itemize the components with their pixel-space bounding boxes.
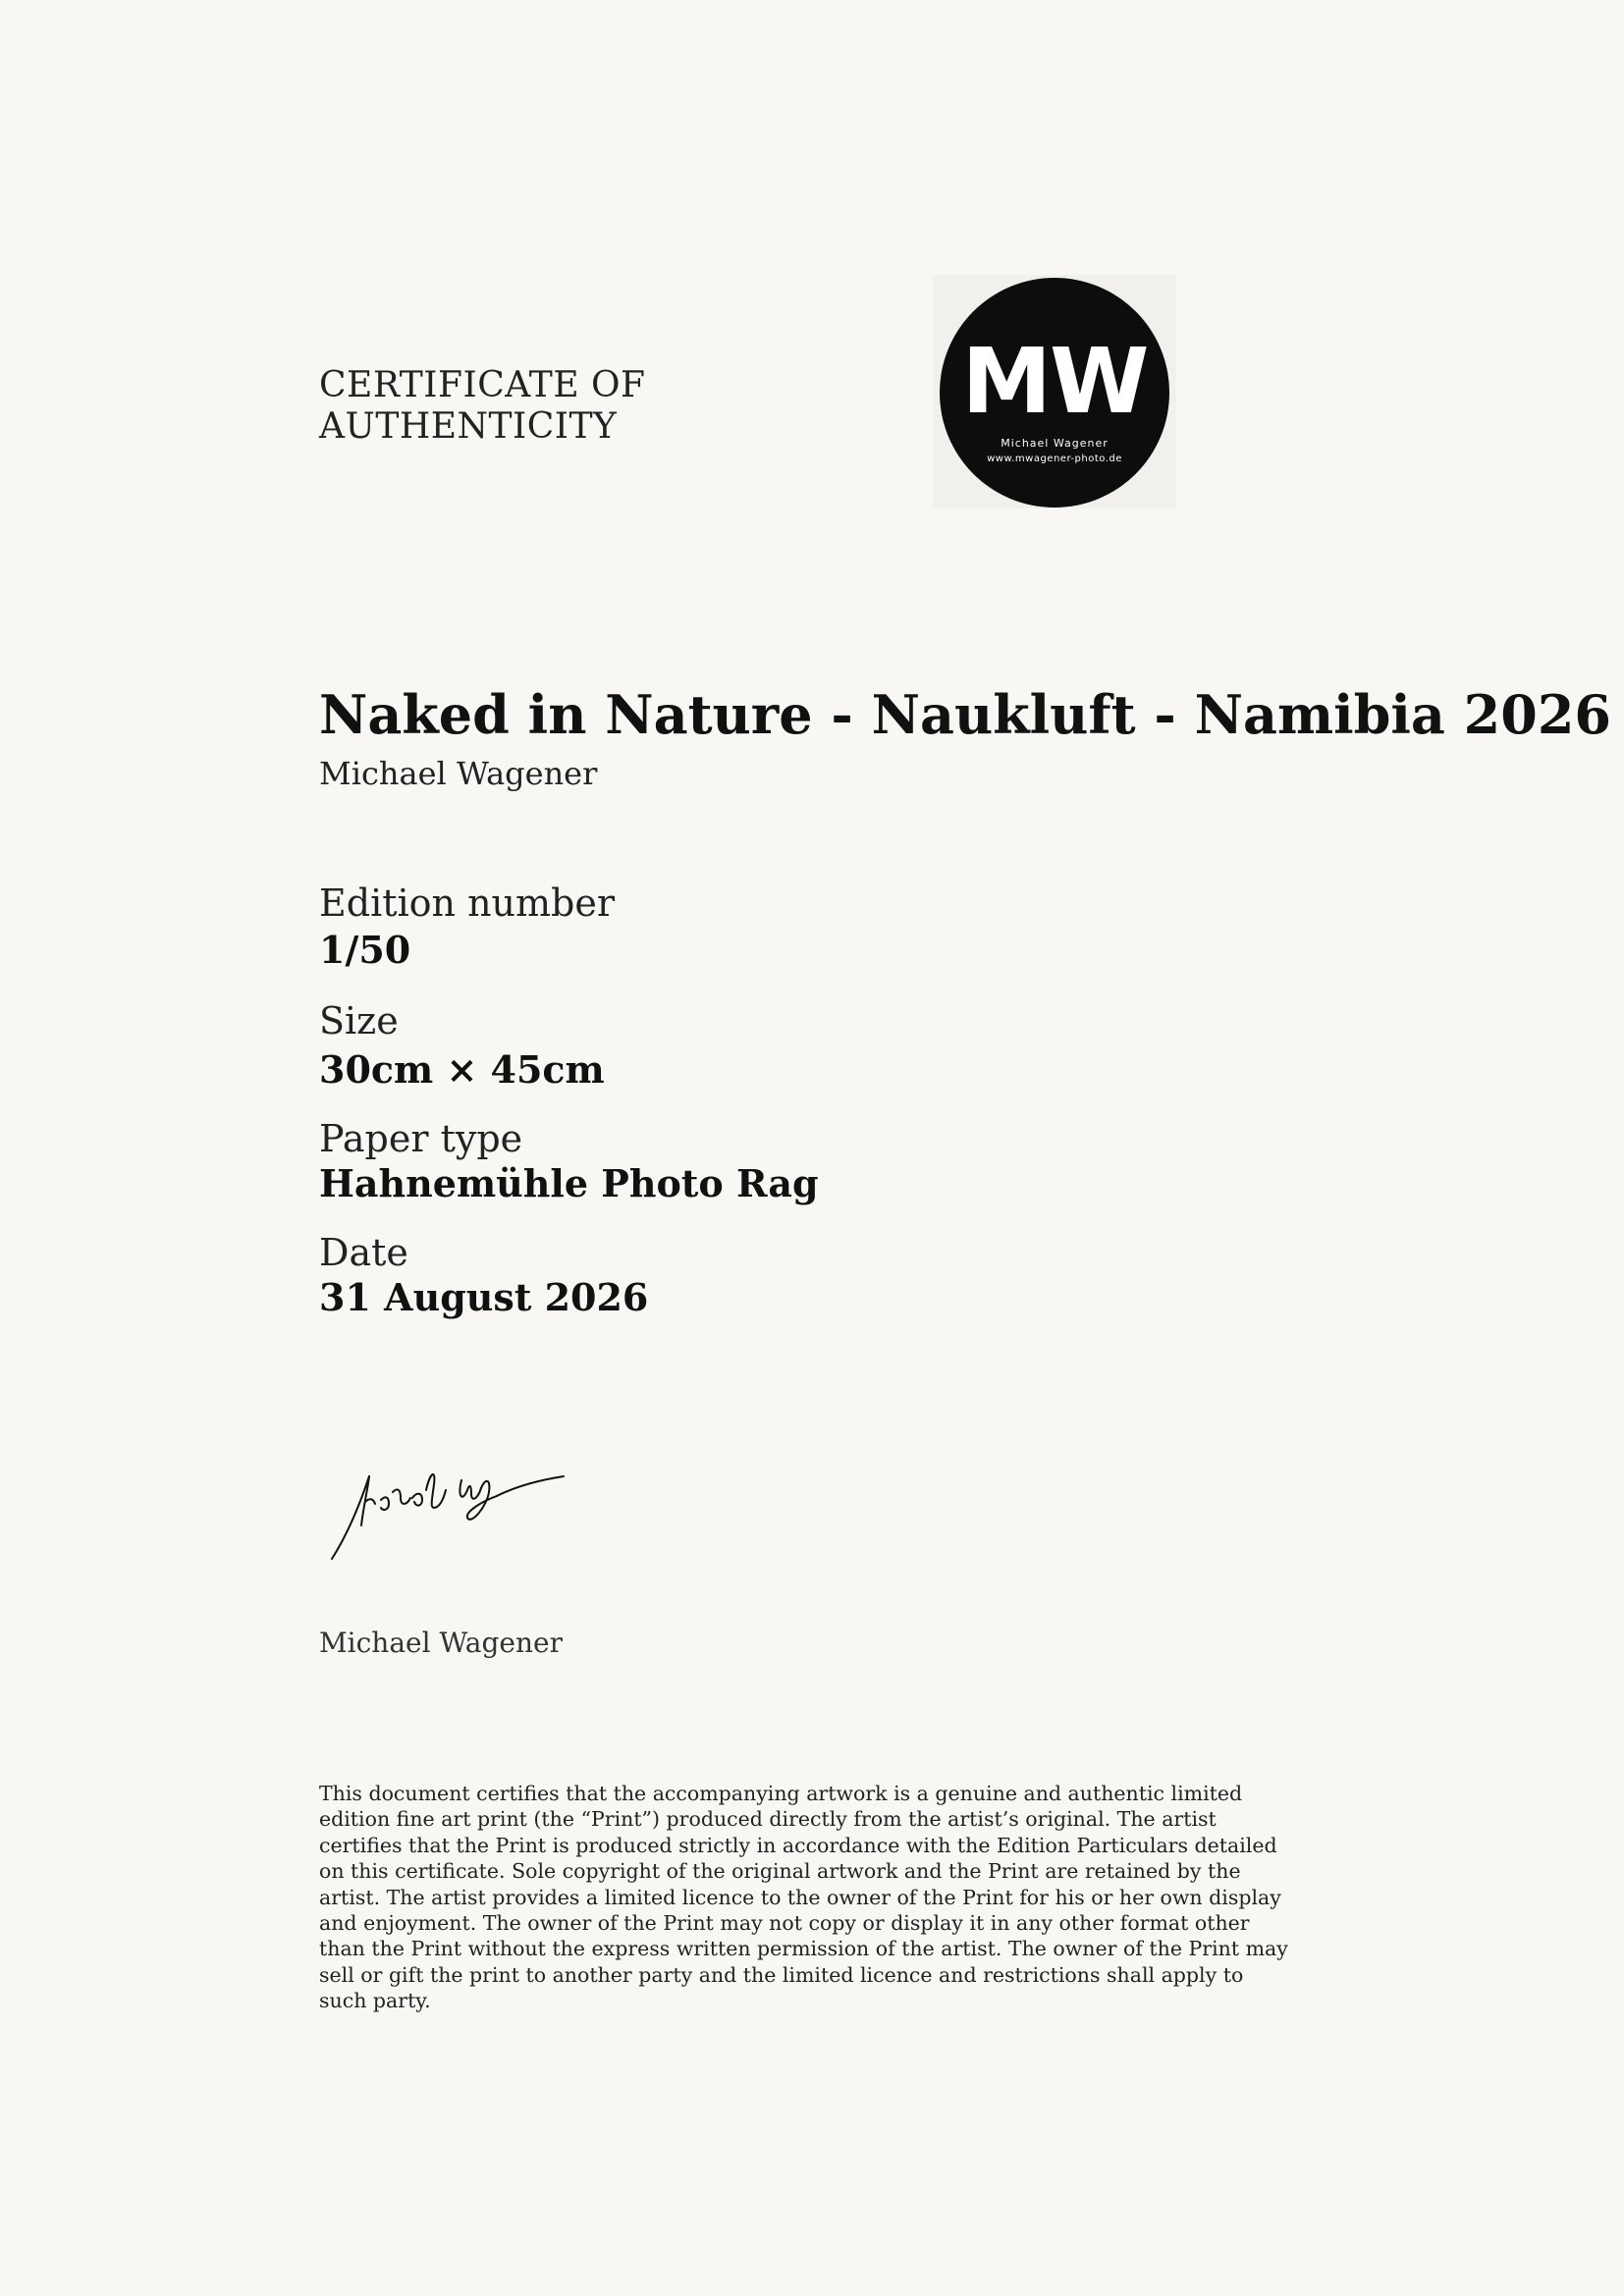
size-label: Size (319, 999, 399, 1042)
paper-type-value: Hahnemühle Photo Rag (319, 1161, 819, 1205)
heading-line-2: AUTHENTICITY (319, 406, 618, 447)
artist-logo (933, 275, 1176, 508)
logo-badge-icon (933, 275, 1176, 508)
signer-name: Michael Wagener (319, 1627, 563, 1659)
artwork-title: Naked in Nature - Naukluft - Namibia 2026 (319, 683, 1611, 746)
edition-value: 1/50 (319, 928, 411, 972)
date-value: 31 August 2026 (319, 1275, 649, 1319)
size-value: 30cm × 45cm (319, 1047, 605, 1092)
certificate-heading (319, 365, 646, 448)
paper-type-label: Paper type (319, 1117, 523, 1160)
logo-monogram: MW (961, 329, 1148, 434)
handwritten-signature (324, 1443, 569, 1571)
date-label: Date (319, 1231, 408, 1274)
logo-name: Michael Wagener (1001, 437, 1109, 450)
heading-line-1: CERTIFICATE OF (319, 365, 646, 405)
logo-website: www.mwagener-photo.de (987, 454, 1122, 464)
artist-name: Michael Wagener (319, 755, 598, 792)
edition-label: Edition number (319, 881, 616, 925)
legal-statement: This document certifies that the accompanying artwork is a genuine and authentic limited edition fine art print (the “Print”) produced directly from the artist’s original. The artist certifies that the Print is produced strictly in accordance with the Edition Particulars detailed on this certificate. Sole copyright of the original artwork and the Print are retained by the artist. The artist provides a limited licence to the owner of the Print for his or her own display and enjoyment. The owner of the Print may not copy or display it in any other format other than the Print without the express written permission of the artist. The owner of the Print may sell or gift the print to another party and the limited licence and restrictions shall apply to such party. (319, 1782, 1288, 2013)
